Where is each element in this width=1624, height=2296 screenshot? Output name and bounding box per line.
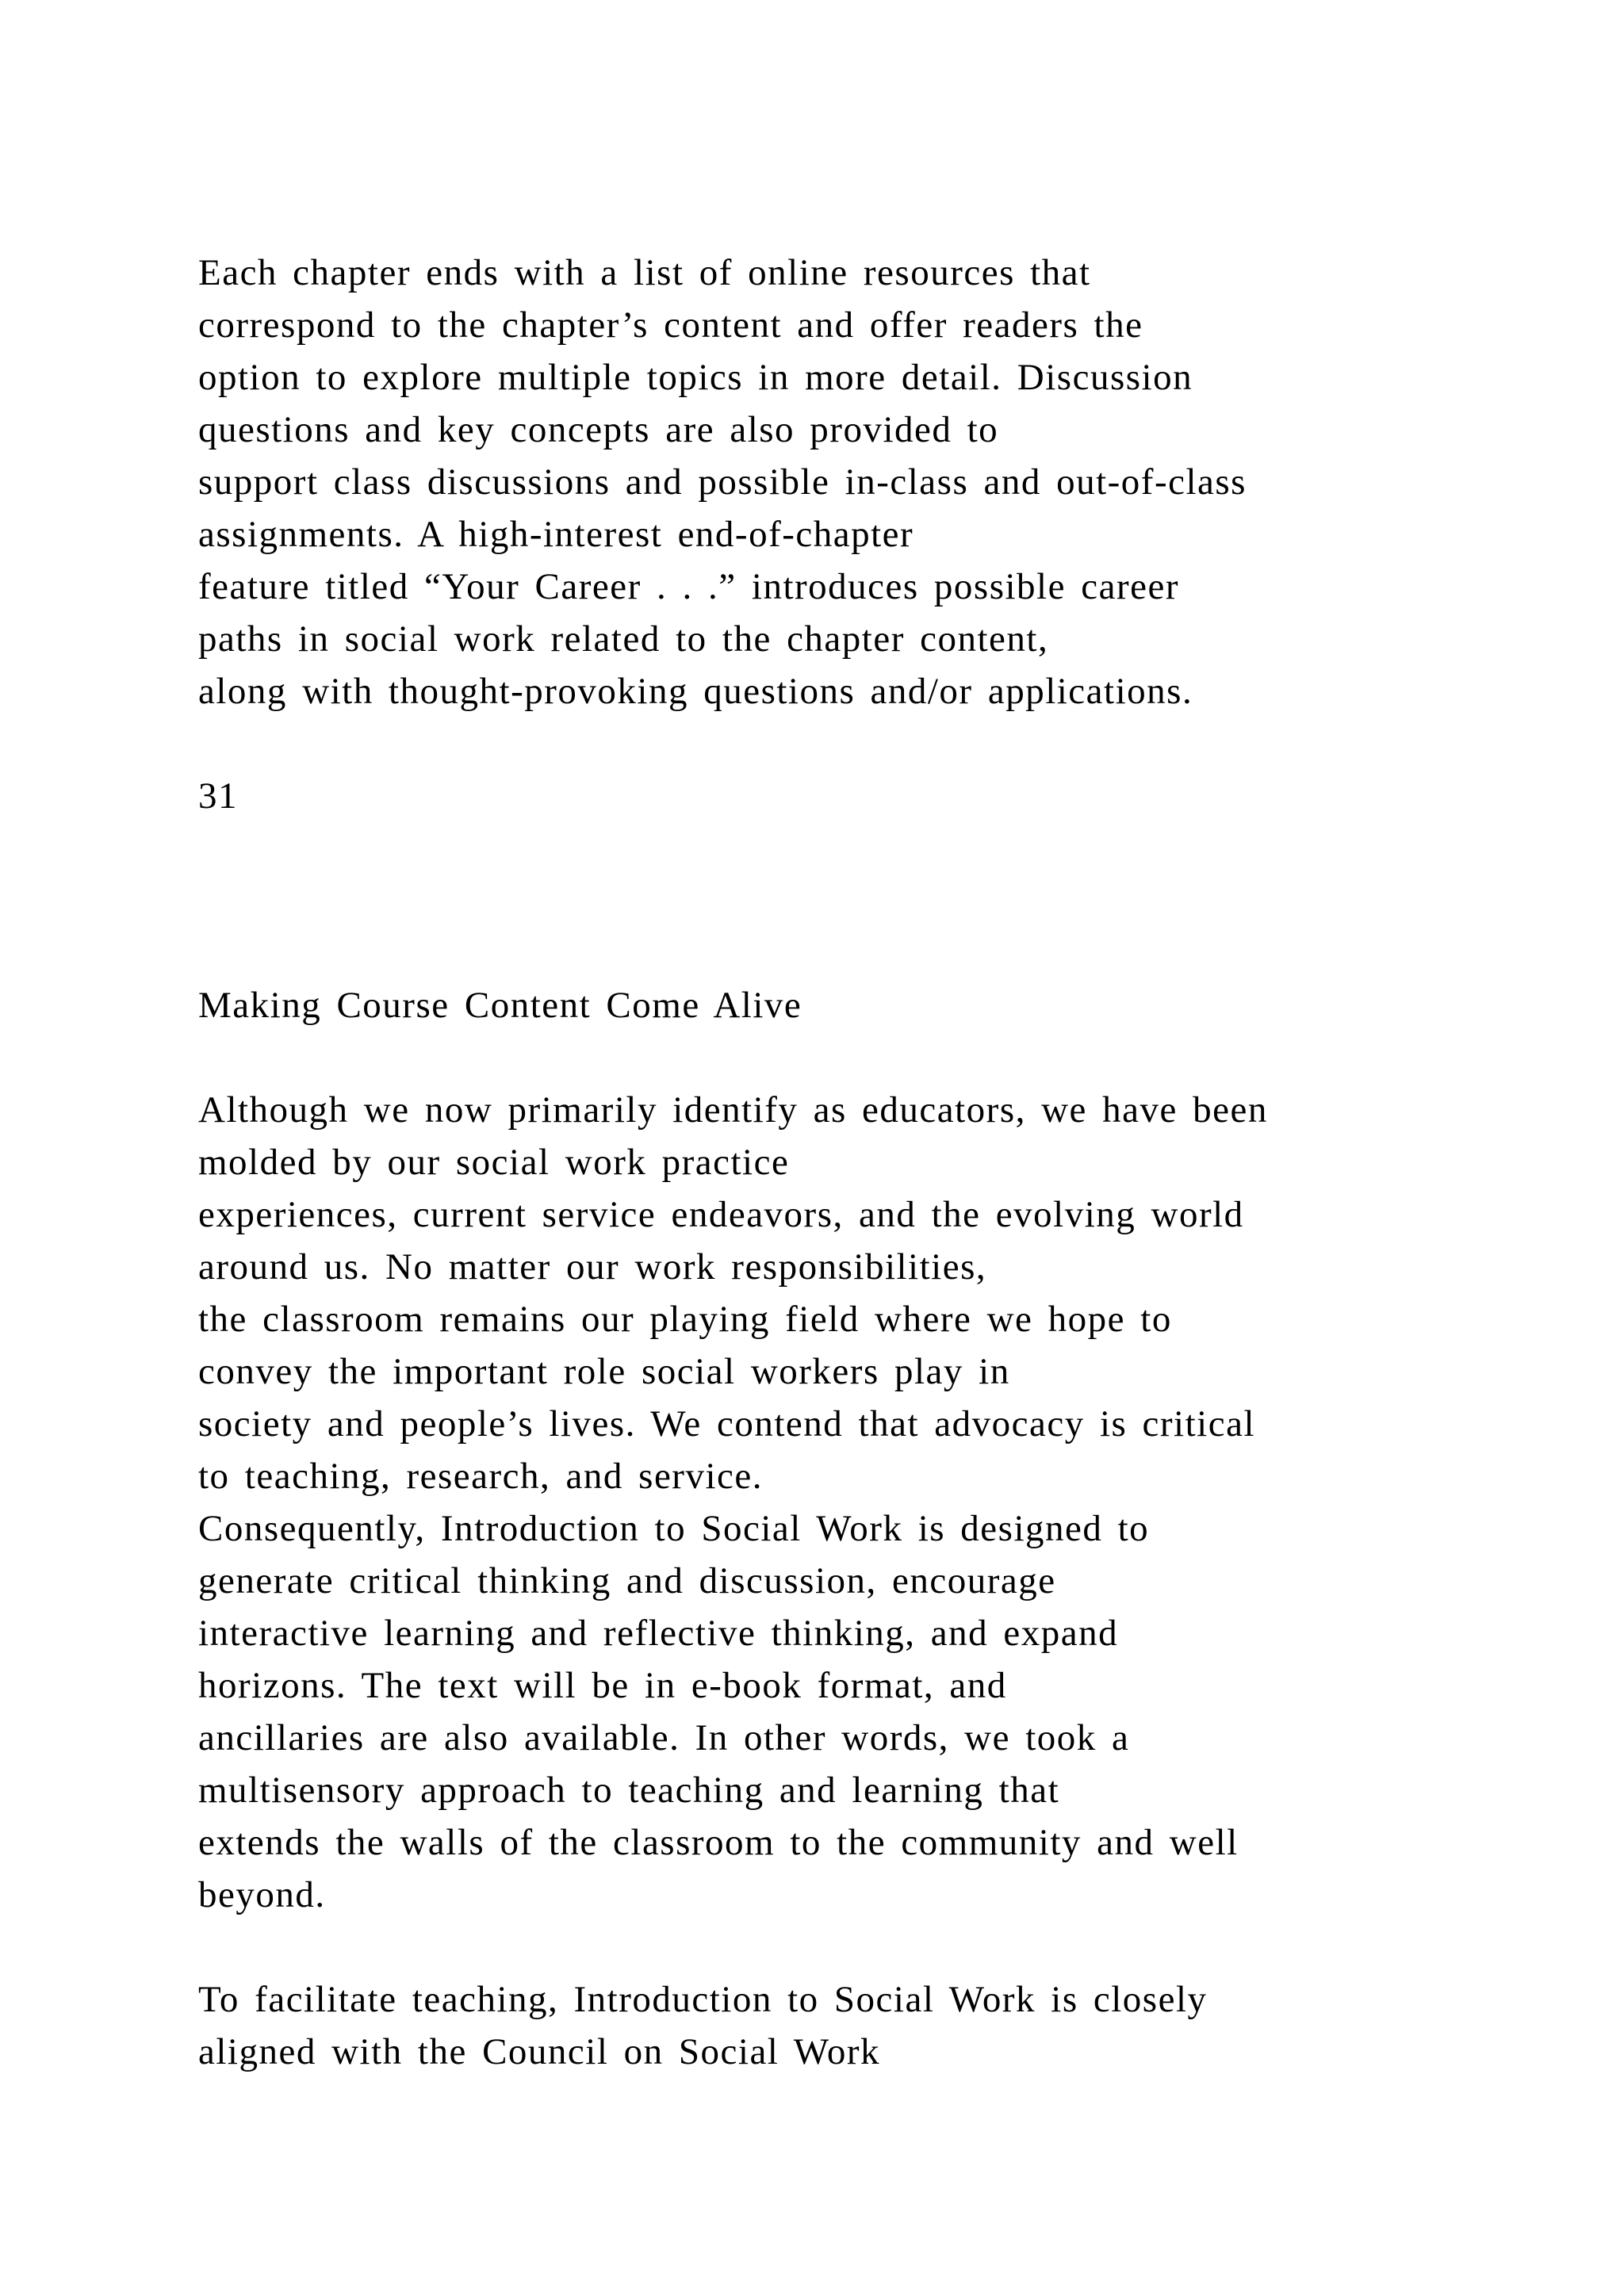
text-line: the classroom remains our playing field where we hope to: [198, 1299, 1172, 1340]
text-line: extends the walls of the classroom to the community and well: [198, 1822, 1239, 1863]
text-line: horizons. The text will be in e-book format, and: [198, 1665, 1007, 1706]
text-line: molded by our social work practice: [198, 1142, 790, 1183]
page-number: 31: [198, 775, 238, 817]
text-line: beyond.: [198, 1874, 326, 1915]
text-line: To facilitate teaching, Introduction to Social Work is closely: [198, 1979, 1208, 2020]
text-line: convey the important role social workers play in: [198, 1351, 1010, 1392]
text-line: support class discussions and possible in-class and out-of-class: [198, 461, 1247, 503]
text-line: correspond to the chapter’s content and offer readers the: [198, 304, 1143, 346]
text-line: option to explore multiple topics in more detail. Discussion: [198, 357, 1193, 398]
text-line: along with thought-provoking questions and/or applications.: [198, 671, 1193, 712]
text-line: feature titled “Your Career . . .” introduces possible career: [198, 566, 1179, 607]
text-line: assignments. A high-interest end-of-chapter: [198, 514, 914, 555]
text-line: paths in social work related to the chapter content,: [198, 618, 1049, 660]
text-line: aligned with the Council on Social Work: [198, 2031, 881, 2072]
text-line: generate critical thinking and discussion, encourage: [198, 1560, 1056, 1601]
text-line: to teaching, research, and service.: [198, 1456, 763, 1497]
text-line: Each chapter ends with a list of online resources that: [198, 252, 1091, 293]
text-line: around us. No matter our work responsibilities,: [198, 1246, 987, 1288]
text-line: Although we now primarily identify as educators, we have been: [198, 1089, 1268, 1131]
section-heading: Making Course Content Come Alive: [198, 985, 802, 1026]
text-line: ancillaries are also available. In other words, we took a: [198, 1717, 1130, 1758]
text-line: society and people’s lives. We contend that advocacy is critical: [198, 1403, 1256, 1445]
text-line: questions and key concepts are also provided to: [198, 409, 999, 450]
text-line: experiences, current service endeavors, and the evolving world: [198, 1194, 1244, 1235]
text-line: interactive learning and reflective thinking, and expand: [198, 1613, 1119, 1654]
text-line: multisensory approach to teaching and learning that: [198, 1770, 1060, 1811]
text-line: Consequently, Introduction to Social Work is designed to: [198, 1508, 1150, 1549]
